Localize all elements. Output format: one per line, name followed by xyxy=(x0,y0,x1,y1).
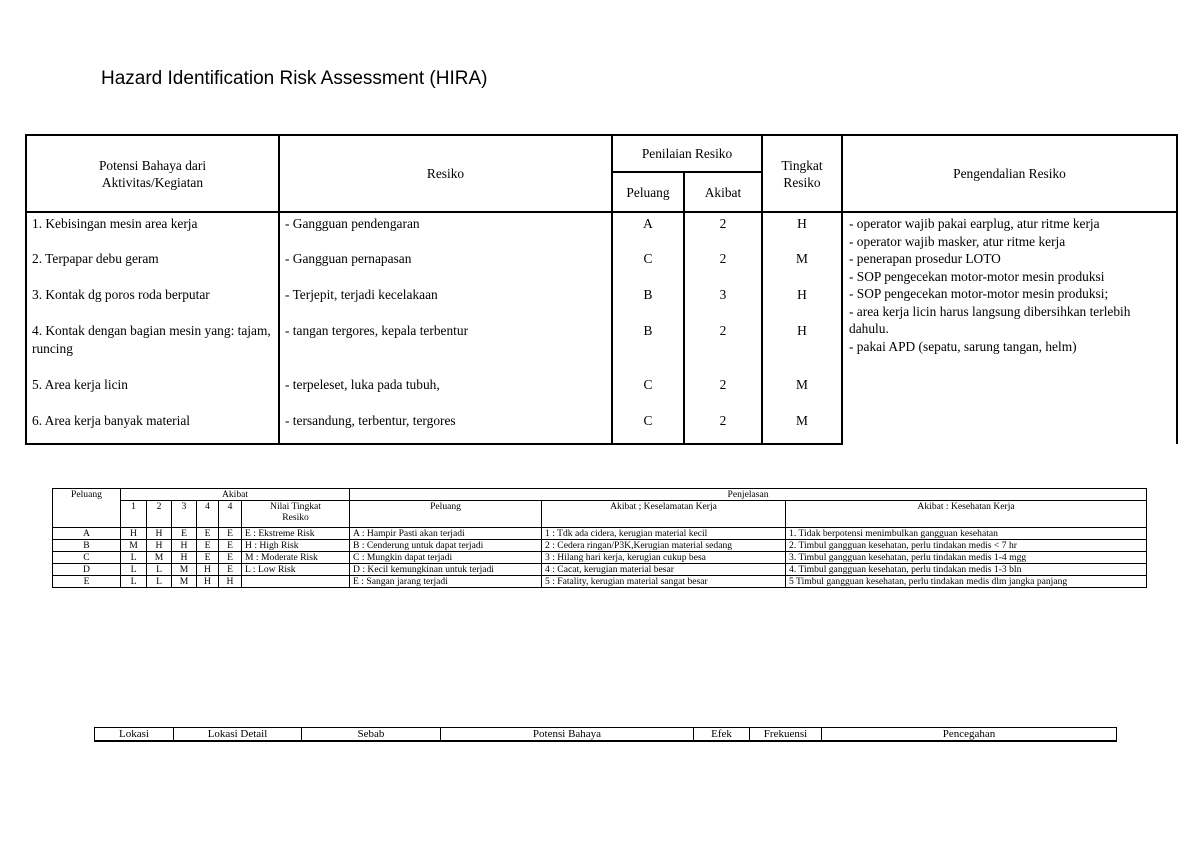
risk-cell: H xyxy=(147,528,172,540)
pengendalian-item: - operator wajib masker, atur ritme kerja xyxy=(849,233,1066,249)
header-penilaian: Penilaian Resiko xyxy=(612,135,762,172)
kesehatan-cell: 4. Timbul gangguan kesehatan, perlu tindakan medis 1-3 bln xyxy=(786,564,1147,576)
risk-cell: H xyxy=(121,528,147,540)
resiko-cell: - tangan tergores, kepala terbentur xyxy=(279,320,612,374)
akibat-level-header: 4 xyxy=(219,501,242,528)
hira-row xyxy=(26,212,1177,248)
risk-cell: M xyxy=(121,540,147,552)
risk-cell: L xyxy=(147,576,172,588)
potensi-cell: 4. Kontak dengan bagian mesin yang: tajam, runcing xyxy=(26,320,279,374)
bottom-header-cell: Efek xyxy=(694,728,750,742)
akibat-cell: 3 xyxy=(684,284,762,320)
bottom-header-cell: Frekuensi xyxy=(750,728,822,742)
risk-cell: E xyxy=(197,528,219,540)
header-akibat: Akibat xyxy=(684,172,762,212)
akibat-level-header: 2 xyxy=(147,501,172,528)
bottom-header-cell: Lokasi Detail xyxy=(174,728,302,742)
risk-cell: L xyxy=(147,564,172,576)
pengendalian-item: - SOP pengecekan motor-motor mesin produksi; xyxy=(849,286,1109,301)
peluang-cell: C xyxy=(612,248,684,284)
hira-body xyxy=(26,212,1177,444)
kesehatan-cell: 3. Timbul gangguan kesehatan, perlu tindakan medis 1-4 mgg xyxy=(786,552,1147,564)
kesehatan-cell: 2. Timbul gangguan kesehatan, perlu tindakan medis < 7 hr xyxy=(786,540,1147,552)
bottom-header-table xyxy=(94,727,1117,742)
header-peluang: Peluang xyxy=(612,172,684,212)
matrix-header-penjelasan: Penjelasan xyxy=(350,489,1147,501)
resiko-cell: - Gangguan pendengaran xyxy=(279,212,612,248)
pengendalian-cell xyxy=(842,212,1177,444)
peluang-cell: A xyxy=(612,212,684,248)
pengendalian-item: - SOP pengecekan motor-motor mesin produksi xyxy=(849,268,1105,284)
pengendalian-item: - operator wajib pakai earplug, atur ritme kerja xyxy=(849,216,1100,231)
pengendalian-item: - area kerja licin harus langsung dibersihkan terlebih dahulu. xyxy=(849,303,1131,336)
nilai-tingkat-cell: L : Low Risk xyxy=(242,564,350,576)
risk-cell: L xyxy=(121,576,147,588)
akibat-cell: 2 xyxy=(684,410,762,444)
risk-cell: E xyxy=(172,528,197,540)
tingkat-cell: H xyxy=(762,284,842,320)
risk-cell: E xyxy=(197,540,219,552)
risk-cell: L xyxy=(121,552,147,564)
risk-cell: E xyxy=(197,552,219,564)
peluang-desc-cell: B : Cenderung untuk dapat terjadi xyxy=(350,540,542,552)
potensi-cell: 3. Kontak dg poros roda berputar xyxy=(26,284,279,320)
peluang-cell: B xyxy=(612,284,684,320)
peluang-cell: C xyxy=(612,374,684,410)
matrix-row xyxy=(53,552,1147,564)
risk-cell: H xyxy=(219,576,242,588)
kesehatan-cell: 5 Timbul gangguan kesehatan, perlu tindakan medis dlm jangka panjang xyxy=(786,576,1147,588)
risk-cell: E xyxy=(219,552,242,564)
risk-cell: E xyxy=(219,540,242,552)
keselamatan-header: Akibat ; Keselamatan Kerja xyxy=(542,501,786,528)
resiko-cell: - terpeleset, luka pada tubuh, xyxy=(279,374,612,410)
risk-cell: E xyxy=(219,564,242,576)
risk-cell: M xyxy=(172,576,197,588)
peluang-level: B xyxy=(53,540,121,552)
nilai-tingkat-cell: M : Moderate Risk xyxy=(242,552,350,564)
peluang-desc-cell: E : Sangan jarang terjadi xyxy=(350,576,542,588)
keselamatan-cell: 3 : Hilang hari kerja, kerugian cukup besa xyxy=(542,552,786,564)
tingkat-cell: M xyxy=(762,410,842,444)
matrix-row xyxy=(53,576,1147,588)
penjelasan-peluang-header: Peluang xyxy=(350,501,542,528)
akibat-level-header: 1 xyxy=(121,501,147,528)
matrix-header-peluang: Peluang xyxy=(53,489,121,528)
kesehatan-cell: 1. Tidak berpotensi menimbulkan gangguan kesehatan xyxy=(786,528,1147,540)
tingkat-cell: M xyxy=(762,248,842,284)
matrix-row xyxy=(53,564,1147,576)
kesehatan-header: Akibat : Kesehatan Kerja xyxy=(786,501,1147,528)
pengendalian-item: - penerapan prosedur LOTO xyxy=(849,251,1001,266)
tingkat-cell: H xyxy=(762,320,842,374)
matrix-row xyxy=(53,540,1147,552)
risk-cell: H xyxy=(197,564,219,576)
potensi-cell: 2. Terpapar debu geram xyxy=(26,248,279,284)
pengendalian-item: - pakai APD (sepatu, sarung tangan, helm) xyxy=(849,338,1077,354)
risk-cell: H xyxy=(172,540,197,552)
page-title: Hazard Identification Risk Assessment (HIRA) xyxy=(101,68,488,89)
risk-cell: H xyxy=(147,540,172,552)
peluang-desc-cell: D : Kecil kemungkinan untuk terjadi xyxy=(350,564,542,576)
peluang-cell: B xyxy=(612,320,684,374)
tingkat-cell: H xyxy=(762,212,842,248)
peluang-level: C xyxy=(53,552,121,564)
peluang-level: A xyxy=(53,528,121,540)
akibat-cell: 2 xyxy=(684,374,762,410)
header-tingkat: Tingkat Resiko xyxy=(762,135,842,212)
akibat-cell: 2 xyxy=(684,248,762,284)
potensi-cell: 1. Kebisingan mesin area kerja xyxy=(26,212,279,248)
akibat-cell: 2 xyxy=(684,212,762,248)
nilai-tingkat-cell: E : Ekstreme Risk xyxy=(242,528,350,540)
tingkat-cell: M xyxy=(762,374,842,410)
bottom-header-cell: Lokasi xyxy=(95,728,174,742)
risk-cell: H xyxy=(197,576,219,588)
matrix-row xyxy=(53,528,1147,540)
akibat-cell: 2 xyxy=(684,320,762,374)
risk-cell: H xyxy=(172,552,197,564)
keselamatan-cell: 5 : Fatality, kerugian material sangat besar xyxy=(542,576,786,588)
peluang-cell: C xyxy=(612,410,684,444)
potensi-cell: 5. Area kerja licin xyxy=(26,374,279,410)
peluang-desc-cell: A : Hampir Pasti akan terjadi xyxy=(350,528,542,540)
resiko-cell: - tersandung, terbentur, tergores xyxy=(279,410,612,444)
risk-cell: M xyxy=(172,564,197,576)
nilai-tingkat-header: Nilai Tingkat Resiko xyxy=(242,501,350,528)
bottom-header-cell: Sebab xyxy=(302,728,441,742)
header-resiko: Resiko xyxy=(279,135,612,212)
akibat-level-header: 4 xyxy=(197,501,219,528)
akibat-level-header: 3 xyxy=(172,501,197,528)
peluang-level: E xyxy=(53,576,121,588)
risk-cell: L xyxy=(121,564,147,576)
bottom-header-cell: Pencegahan xyxy=(822,728,1117,742)
nilai-tingkat-cell: H : High Risk xyxy=(242,540,350,552)
peluang-level: D xyxy=(53,564,121,576)
keselamatan-cell: 2 : Cedera ringan/P3K,Kerugian material sedang xyxy=(542,540,786,552)
keselamatan-cell: 4 : Cacat, kerugian material besar xyxy=(542,564,786,576)
hira-table xyxy=(25,134,1178,445)
peluang-desc-cell: C : Mungkin dapat terjadi xyxy=(350,552,542,564)
risk-matrix-table xyxy=(52,488,1147,588)
risk-cell: E xyxy=(219,528,242,540)
risk-cell: M xyxy=(147,552,172,564)
matrix-header-akibat: Akibat xyxy=(121,489,350,501)
bottom-header-cell: Potensi Bahaya xyxy=(441,728,694,742)
header-pengendalian: Pengendalian Resiko xyxy=(842,135,1177,212)
keselamatan-cell: 1 : Tdk ada cidera, kerugian material kecil xyxy=(542,528,786,540)
header-potensi: Potensi Bahaya dari Aktivitas/Kegiatan xyxy=(26,135,279,212)
nilai-tingkat-cell xyxy=(242,576,350,588)
resiko-cell: - Gangguan pernapasan xyxy=(279,248,612,284)
resiko-cell: - Terjepit, terjadi kecelakaan xyxy=(279,284,612,320)
potensi-cell: 6. Area kerja banyak material xyxy=(26,410,279,444)
